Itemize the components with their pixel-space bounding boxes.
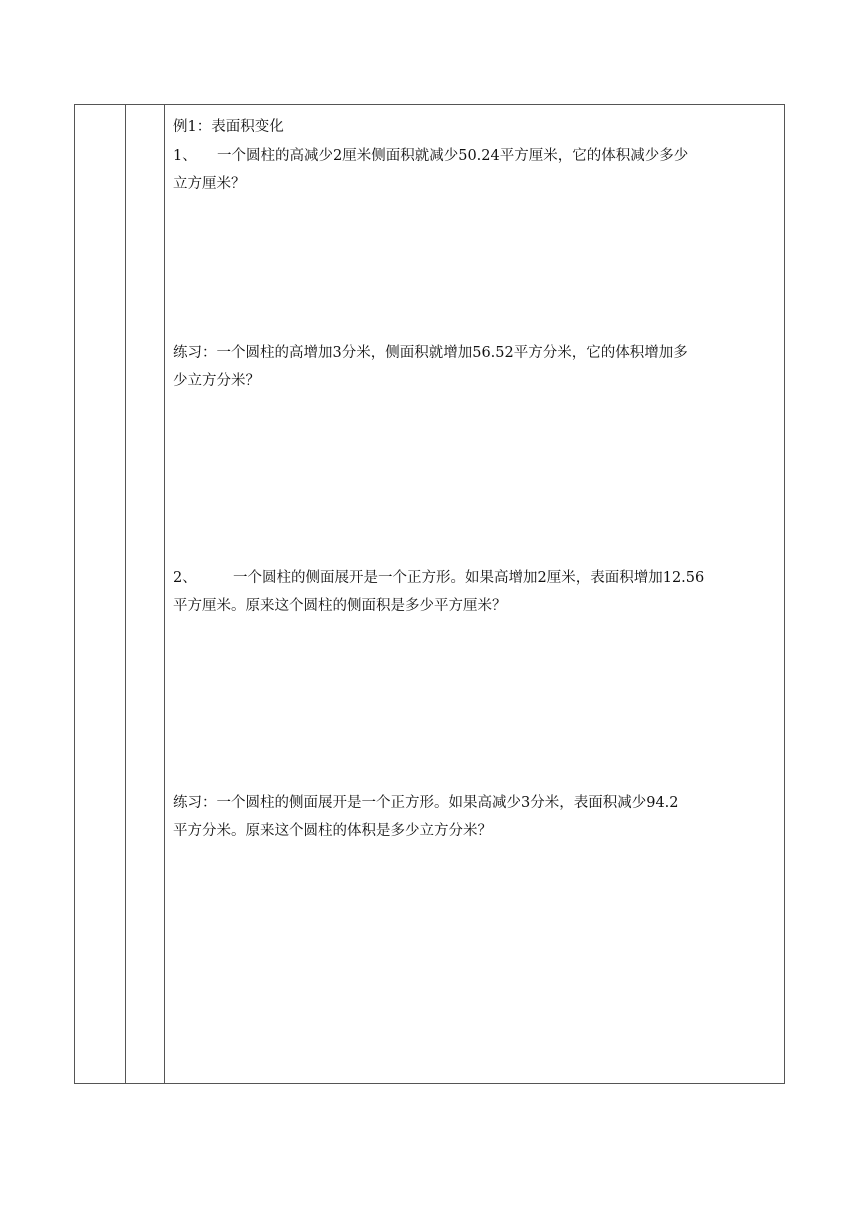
table-column-divider-1 [125,105,126,1083]
question-1 [173,142,781,199]
practice-2 [173,789,781,846]
table-column-divider-2 [164,105,165,1083]
worksheet-content-cell [173,113,781,846]
question-2 [173,564,781,621]
example-heading-text: 例1：表面积变化 [173,119,284,135]
example-heading [173,113,781,142]
worksheet-table [74,104,785,1084]
question-1-line-2: 立方厘米？ [173,176,246,192]
practice-1-line-2: 少立方分米？ [173,373,260,389]
question-2-line-1 [173,564,781,593]
question-1-text-1: 一个圆柱的高减少2厘米侧面积就减少50.24平方厘米，它的体积减少多少 [217,147,689,164]
practice-1 [173,339,781,396]
question-2-number: 2、 [173,569,197,586]
question-2-line-2: 平方厘米。原来这个圆柱的侧面积是多少平方厘米？ [173,598,507,614]
question-2-text-1: 一个圆柱的侧面展开是一个正方形。如果高增加2厘米，表面积增加12.56 [233,569,705,586]
question-1-line-1 [173,142,781,171]
practice-2-line-2: 平方分米。原来这个圆柱的体积是多少立方分米？ [173,823,492,839]
question-1-number: 1、 [173,147,197,164]
practice-2-line-1: 练习：一个圆柱的侧面展开是一个正方形。如果高减少3分米，表面积减少94.2 [173,794,679,811]
practice-1-line-1: 练习：一个圆柱的高增加3分米，侧面积就增加56.52平方分米，它的体积增加多 [173,344,688,361]
